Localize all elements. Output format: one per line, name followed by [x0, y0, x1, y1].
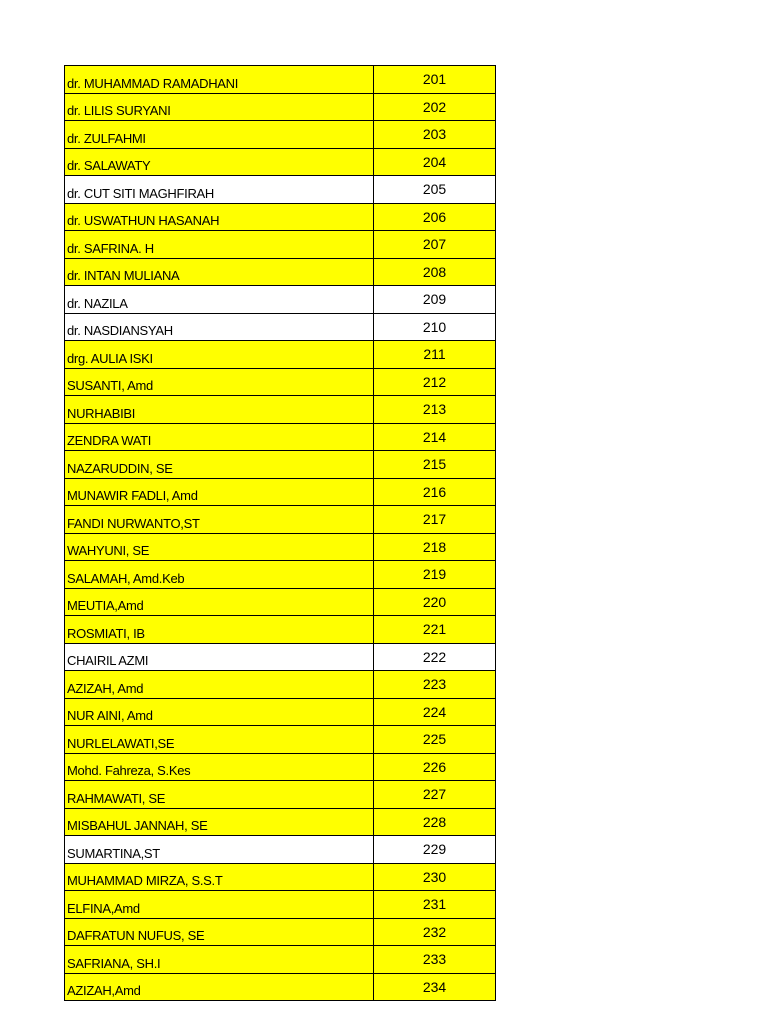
name-cell[interactable]: SUMARTINA,ST [65, 836, 374, 864]
name-cell[interactable]: RAHMAWATI, SE [65, 781, 374, 809]
number-cell[interactable]: 205 [374, 176, 496, 204]
table-row [65, 451, 496, 479]
table-row [65, 93, 496, 121]
table-row [65, 176, 496, 204]
number-cell[interactable]: 222 [374, 643, 496, 671]
table-row [65, 808, 496, 836]
name-cell[interactable]: WAHYUNI, SE [65, 533, 374, 561]
table-row [65, 313, 496, 341]
number-cell[interactable]: 230 [374, 863, 496, 891]
table-row [65, 946, 496, 974]
table-row [65, 533, 496, 561]
table-row [65, 66, 496, 94]
number-cell[interactable]: 214 [374, 423, 496, 451]
number-cell[interactable]: 234 [374, 973, 496, 1001]
table-row [65, 231, 496, 259]
name-cell[interactable]: Mohd. Fahreza, S.Kes [65, 753, 374, 781]
table-row [65, 671, 496, 699]
table-row [65, 973, 496, 1001]
name-cell[interactable]: dr. INTAN MULIANA [65, 258, 374, 286]
name-cell[interactable]: MUNAWIR FADLI, Amd [65, 478, 374, 506]
number-cell[interactable]: 219 [374, 561, 496, 589]
name-cell[interactable]: dr. USWATHUN HASANAH [65, 203, 374, 231]
name-cell[interactable]: AZIZAH, Amd [65, 671, 374, 699]
name-cell[interactable]: SAFRIANA, SH.I [65, 946, 374, 974]
number-cell[interactable]: 210 [374, 313, 496, 341]
table-row [65, 726, 496, 754]
name-cell[interactable]: SUSANTI, Amd [65, 368, 374, 396]
name-cell[interactable]: SALAMAH, Amd.Keb [65, 561, 374, 589]
name-cell[interactable]: MEUTIA,Amd [65, 588, 374, 616]
number-cell[interactable]: 203 [374, 121, 496, 149]
number-cell[interactable]: 206 [374, 203, 496, 231]
table-row [65, 423, 496, 451]
number-cell[interactable]: 221 [374, 616, 496, 644]
name-cell[interactable]: dr. NAZILA [65, 286, 374, 314]
table-row [65, 368, 496, 396]
name-cell[interactable]: dr. LILIS SURYANI [65, 93, 374, 121]
number-cell[interactable]: 201 [374, 66, 496, 94]
number-cell[interactable]: 218 [374, 533, 496, 561]
number-cell[interactable]: 212 [374, 368, 496, 396]
table-row [65, 781, 496, 809]
number-cell[interactable]: 202 [374, 93, 496, 121]
table-row [65, 506, 496, 534]
name-cell[interactable]: DAFRATUN NUFUS, SE [65, 918, 374, 946]
number-cell[interactable]: 208 [374, 258, 496, 286]
name-cell[interactable]: dr. SAFRINA. H [65, 231, 374, 259]
table-row [65, 918, 496, 946]
number-cell[interactable]: 213 [374, 396, 496, 424]
table-row [65, 863, 496, 891]
roster-table [64, 65, 496, 1001]
table-row [65, 643, 496, 671]
name-cell[interactable]: CHAIRIL AZMI [65, 643, 374, 671]
number-cell[interactable]: 207 [374, 231, 496, 259]
name-cell[interactable]: NURLELAWATI,SE [65, 726, 374, 754]
number-cell[interactable]: 215 [374, 451, 496, 479]
table-row [65, 836, 496, 864]
name-cell[interactable]: dr. ZULFAHMI [65, 121, 374, 149]
number-cell[interactable]: 211 [374, 341, 496, 369]
number-cell[interactable]: 233 [374, 946, 496, 974]
number-cell[interactable]: 228 [374, 808, 496, 836]
number-cell[interactable]: 231 [374, 891, 496, 919]
name-cell[interactable]: ELFINA,Amd [65, 891, 374, 919]
table-row [65, 203, 496, 231]
table-row [65, 561, 496, 589]
table-row [65, 753, 496, 781]
number-cell[interactable]: 229 [374, 836, 496, 864]
table-row [65, 616, 496, 644]
name-cell[interactable]: NUR AINI, Amd [65, 698, 374, 726]
number-cell[interactable]: 227 [374, 781, 496, 809]
number-cell[interactable]: 223 [374, 671, 496, 699]
name-cell[interactable]: AZIZAH,Amd [65, 973, 374, 1001]
table-row [65, 121, 496, 149]
name-cell[interactable]: MUHAMMAD MIRZA, S.S.T [65, 863, 374, 891]
table-row [65, 286, 496, 314]
number-cell[interactable]: 220 [374, 588, 496, 616]
name-cell[interactable]: NAZARUDDIN, SE [65, 451, 374, 479]
number-cell[interactable]: 226 [374, 753, 496, 781]
table-row [65, 588, 496, 616]
name-cell[interactable]: dr. NASDIANSYAH [65, 313, 374, 341]
number-cell[interactable]: 209 [374, 286, 496, 314]
name-cell[interactable]: dr. SALAWATY [65, 148, 374, 176]
table-row [65, 341, 496, 369]
table-row [65, 478, 496, 506]
table-row [65, 258, 496, 286]
table-row [65, 891, 496, 919]
name-cell[interactable]: ZENDRA WATI [65, 423, 374, 451]
name-cell[interactable]: MISBAHUL JANNAH, SE [65, 808, 374, 836]
name-cell[interactable]: FANDI NURWANTO,ST [65, 506, 374, 534]
table-row [65, 698, 496, 726]
number-cell[interactable]: 225 [374, 726, 496, 754]
number-cell[interactable]: 216 [374, 478, 496, 506]
table-row [65, 148, 496, 176]
name-cell[interactable]: drg. AULIA ISKI [65, 341, 374, 369]
name-cell[interactable]: ROSMIATI, IB [65, 616, 374, 644]
number-cell[interactable]: 224 [374, 698, 496, 726]
number-cell[interactable]: 204 [374, 148, 496, 176]
name-cell[interactable]: NURHABIBI [65, 396, 374, 424]
table-row [65, 396, 496, 424]
number-cell[interactable]: 217 [374, 506, 496, 534]
roster-table-body [65, 66, 496, 1001]
name-cell[interactable]: dr. MUHAMMAD RAMADHANI [65, 66, 374, 94]
name-cell[interactable]: dr. CUT SITI MAGHFIRAH [65, 176, 374, 204]
number-cell[interactable]: 232 [374, 918, 496, 946]
